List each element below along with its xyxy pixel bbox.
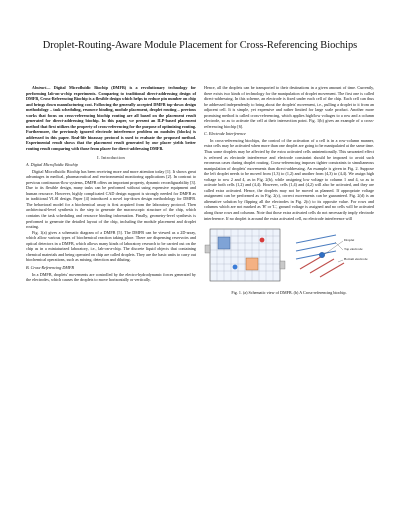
left-column <box>26 85 196 283</box>
subsection-heading-dmfb: A. Digital Microfluidic Biochip <box>26 162 78 168</box>
paragraph: Fig. 1(a) gives a schematic diagram of a DMFB [5]. The DMFB can be viewed as a 2D-array, which allow various types of biochemical reaction taking place. There are dispensing reservoirs and optical detectors in a DMFB, which allows many kinds of laboratory research to be carried out on the chip as in a miniaturized laboratory, i.e., lab-on-a-chip. The discrete liquid objects that containing chemical materials and being operated on chip are called droplets. They are the basic units to carry out biochemical operations, such as mixing, detection and diluting. <box>26 229 196 263</box>
figure-1-diagram <box>204 225 374 287</box>
figure-1 <box>204 225 374 295</box>
label-droplet: Droplet <box>344 238 355 243</box>
cross-referencing-biochip <box>296 235 344 277</box>
abstract <box>26 85 196 152</box>
subsection-heading-cross-referencing: B. Cross-Referencing DMFB <box>26 264 74 270</box>
label-top-electrode: Top electrode <box>344 247 363 252</box>
figure-1-caption: Fig. 1. (a) Schematic view of DMFB. (b) A Cross-referencing biochip. <box>231 289 347 295</box>
subsection-heading-electrode-interference: C. Electrode Interference <box>204 131 246 137</box>
paragraph: In a DMFB, droplets' movements are controlled by the electro-hydrodynamic forces generated by the electrodes, which causes the droplets to move horizontally or vertically. <box>26 271 196 283</box>
label-bottom-electrode: Bottom electrode <box>344 257 368 262</box>
right-column <box>204 85 374 295</box>
paragraph: In cross-referencing biochips, the control of the activation of a cell is in a row-column manner, extra cells may be activated when more than one droplet are going to be manipulated at the same time. Thus some droplets may be affected by the extra activated cells unintentionally. This unwanted effect is referred as electrode interference and electrode constraint should be imposed to avoid such erroneous cases during droplet routing. Cross-referencing imposes tighter constraints to simultaneous manipulation of droplets' movements than direct-addressing. An example is given in Fig. 2. Suppose the left droplet needs to be moved from (1,3) to (1,2) and another from (4,3) to (4,4). We assign high voltage to row 2 and 4, as in Fig. 2(b), while assigning low voltage to column 1 and 4, so as to activate both cells (1,2) and (4,4). However, cells (1,4) and (4,2) will also be activated, and they are called extra activated. Hence, the droplets may not be moved as planned. If appropriate voltage assignment can be performed as in Fig. 2(c), correct movements can be guaranteed. Fig. 2(d) is an alternative solution by flipping all the electrodes in Fig. 2(c) to its opposite value. For rows and columns which are not marked as 'H' or 'L', ground voltage is assigned and no cells will be activated along those rows and columns. Note that those extra activated cells do not necessarily imply electrode interference. If no droplet is around the extra activated cell, no electrode interference will <box>204 137 374 221</box>
abstract-label: Abstract— <box>32 85 51 90</box>
paragraph: Digital Microfluidic Biochip has been receiving more and more attention today [1]. It shows great advantages in medical, pharmaceutical and environmental monitoring applications [2]. In contrast to previous continuous-flow systems, DMFB offers an important property, dynamic reconfigurability [3]. Due to its flexible design, many tasks can be performed without using expensive equipment and human resource. However, highly complicated CAD design support is strongly needed for DMFB as in traditional VLSI design. Paper [4] introduced a novel top-down design methodology for DMFB. The behavioral model for a biochemical assay is first acquired from the laboratory protocol. Then architectural-level synthesis is the step to generate the macroscopic structure of the chip, which contains the task scheduling and resource binding information. Finally, geometry-level synthesis is performed to generate the detailed layout of the chip, including the module placement and droplet routing. <box>26 168 196 230</box>
paragraph: Hence, all the droplets can be transported to their destinations in a given amount of time. Currently, there exists two kinds of technology for the manipulation of droplet movement. The first one is called direct-addressing. In this scheme, an electrode is fixed under each cell of the chip. Each cell can thus be addressed independently to bring about the droplets' movement, i.e., pulling a droplet to it from an adjacent cell. It is simple, yet expensive and rather limited for large scale product. Another more promising method is called cross-referencing, which applies high/low voltages to a row and a column electrode, so as to activate the cell at their intersection point. Fig. 1(b) gives an example of a cross-referencing biochip [6]. <box>204 85 374 129</box>
abstract-text: Digital Microfluidic Biochip (DMFB) is a revolutionary technology for performing lab-on-a-chip experiments. Comparing to traditional direct-addressing design of DMFB, Cross-Referencing Biochip is a flexible design which helps to reduce pin number on chip and brings down manufacturing cost. Following the generally accepted DMFB top-down design methodology – task scheduling, resource binding, module placement, droplet routing – previous works that focus on cross-referencing biochip routing are all based on the placement result generated for direct-addressing biochip. In this paper, we present an ILP-based placement method that first utilizes the property of cross-referencing for the purpose of optimizing routing. Furthermore, the previously ignored electrode interference problem on modules (blocks) is addressed in this paper. Real-life bioassay protocol is used to evaluate the proposed method. Experimental result shows that the placement result generated by our placer yields better routing result comparing with those from placer for direct-addressing DMFB. <box>26 85 196 152</box>
paper-title: Droplet-Routing-Aware Module Placement for Cross-Referencing Biochips <box>42 40 358 51</box>
dmfb-schematic <box>205 229 285 281</box>
section-heading-introduction: I. Introduction <box>97 154 125 160</box>
